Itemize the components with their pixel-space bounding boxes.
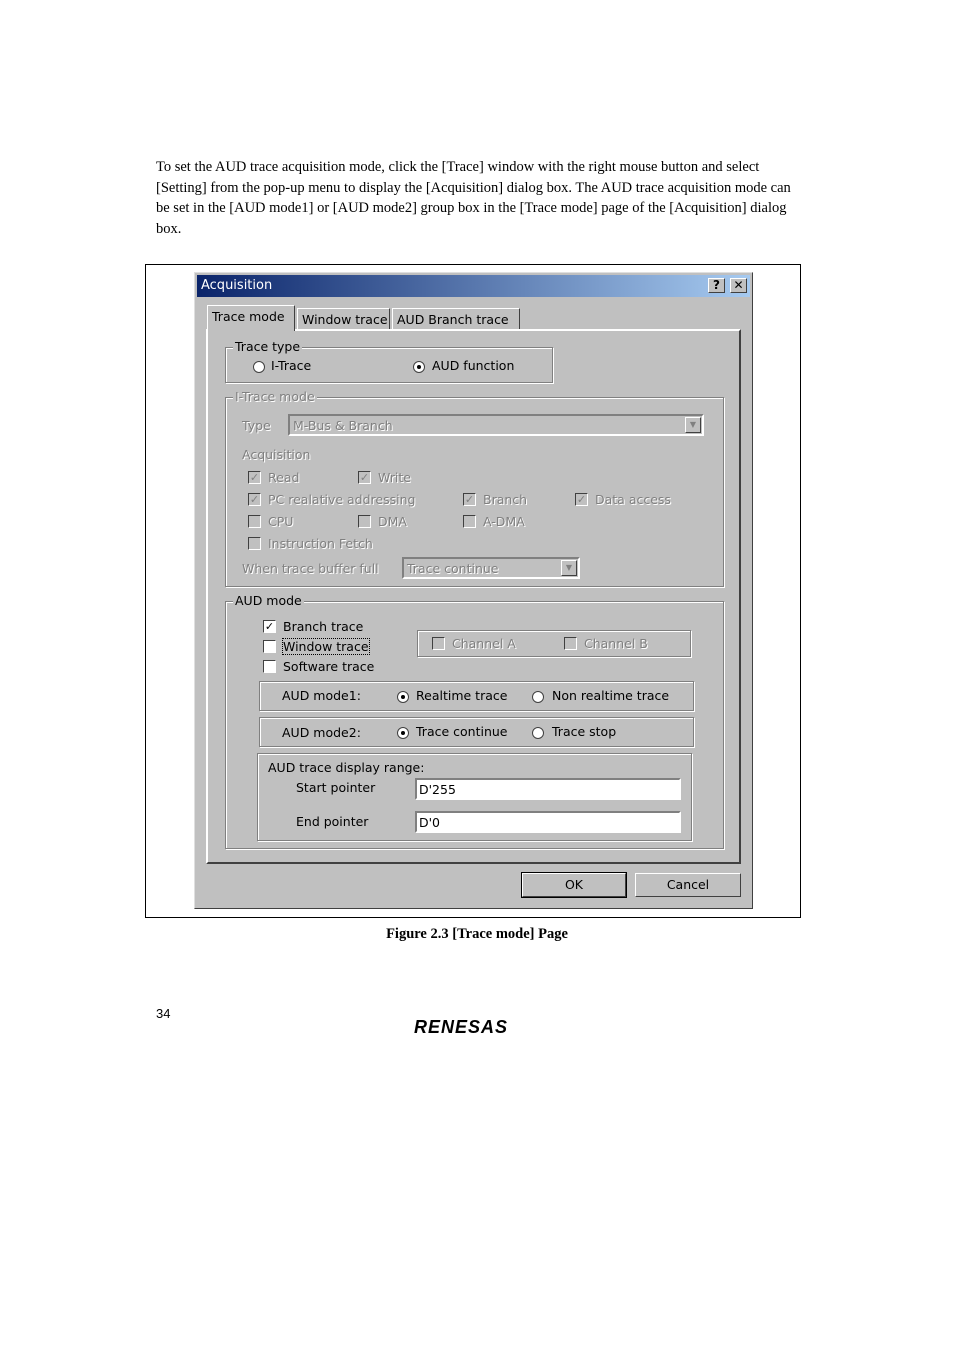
window-trace-label: Window trace xyxy=(283,639,369,654)
type-label: Type xyxy=(242,418,271,433)
branch-trace-checkbox[interactable]: ✓ xyxy=(264,620,275,633)
type-value: M-Bus & Branch xyxy=(293,418,393,433)
itrace-label: I-Trace xyxy=(271,358,312,373)
cpu-label: CPU xyxy=(268,514,294,529)
itrace-mode-group xyxy=(225,389,724,587)
tab-aud-branch-trace[interactable] xyxy=(392,308,520,330)
trace-stop-radio[interactable] xyxy=(532,727,544,739)
realtime-label: Realtime trace xyxy=(416,688,508,703)
when-full-select[interactable] xyxy=(402,557,580,579)
dialog-titlebar[interactable] xyxy=(197,275,750,297)
branch-label: Branch xyxy=(483,492,528,507)
aud-function-label: AUD function xyxy=(432,358,515,373)
itrace-radio[interactable] xyxy=(253,361,265,373)
acquisition-label: Acquisition xyxy=(242,447,311,462)
chevron-down-icon: ▼ xyxy=(685,417,701,433)
tab-label: Trace mode xyxy=(212,309,285,324)
cpu-checkbox[interactable] xyxy=(248,515,261,528)
help-button[interactable]: ? xyxy=(708,278,725,293)
aud-mode1-label: AUD mode1: xyxy=(282,688,361,703)
read-label: Read xyxy=(268,470,300,485)
end-pointer-field[interactable] xyxy=(415,811,681,833)
a-dma-checkbox[interactable] xyxy=(463,515,476,528)
data-access-checkbox[interactable]: ✓ xyxy=(576,493,587,506)
trace-type-group xyxy=(225,339,553,383)
trace-continue-label: Trace continue xyxy=(416,724,508,739)
end-pointer-label: End pointer xyxy=(296,814,369,829)
channel-a-checkbox[interactable] xyxy=(432,637,445,650)
trace-stop-label: Trace stop xyxy=(552,724,617,739)
aud-mode2-label: AUD mode2: xyxy=(282,725,361,740)
type-select[interactable] xyxy=(288,414,704,436)
non-realtime-label: Non realtime trace xyxy=(552,688,670,703)
software-trace-label: Software trace xyxy=(283,659,375,674)
close-button[interactable]: ✕ xyxy=(730,278,747,293)
aud-mode1-group xyxy=(259,681,694,711)
read-checkbox[interactable]: ✓ xyxy=(249,471,260,484)
dma-checkbox[interactable] xyxy=(358,515,371,528)
page-number: 34 xyxy=(156,1006,171,1021)
dma-label: DMA xyxy=(378,514,407,529)
when-full-value: Trace continue xyxy=(407,561,499,576)
window-trace-checkbox[interactable] xyxy=(263,640,276,653)
data-access-label: Data access xyxy=(595,492,671,507)
tab-trace-mode[interactable] xyxy=(207,305,295,331)
chevron-down-icon: ▼ xyxy=(561,560,577,576)
itrace-mode-label: I-Trace mode xyxy=(235,389,315,404)
display-range-group xyxy=(257,753,692,841)
branch-checkbox[interactable]: ✓ xyxy=(464,493,475,506)
when-full-label: When trace buffer full xyxy=(242,561,379,576)
channel-group xyxy=(417,630,691,657)
trace-type-label: Trace type xyxy=(235,339,301,354)
figure-caption: Figure 2.3 [Trace mode] Page xyxy=(386,926,568,942)
channel-b-label: Channel B xyxy=(584,636,648,651)
pc-relative-label: PC realative addressing xyxy=(268,492,416,507)
a-dma-label: A-DMA xyxy=(483,514,525,529)
acquisition-dialog xyxy=(194,272,753,909)
non-realtime-radio[interactable] xyxy=(532,691,544,703)
intro-text: To set the AUD trace acquisition mode, click the [Trace] window with the right mouse button and select [Setting] from the pop-up menu to display the [Acquisition] dialog box. The AUD trace acquisition mode can be set in the [AUD mode1] or [AUD mode2] group box in the [Trace mode] page of the [Acquisition] dialog box. xyxy=(156,159,791,237)
tab-panel xyxy=(206,329,741,864)
end-pointer-input[interactable] xyxy=(417,813,679,831)
cancel-button[interactable]: Cancel xyxy=(635,873,741,897)
tab-label: AUD Branch trace xyxy=(397,312,509,327)
aud-function-radio[interactable] xyxy=(413,361,425,373)
start-pointer-field[interactable] xyxy=(415,778,681,800)
instruction-fetch-label: Instruction Fetch xyxy=(268,536,373,551)
branch-trace-label: Branch trace xyxy=(283,619,364,634)
tab-window-trace[interactable] xyxy=(297,308,390,330)
dialog-title: Acquisition xyxy=(201,278,273,293)
channel-a-label: Channel A xyxy=(452,636,516,651)
intro-paragraph xyxy=(156,157,796,239)
software-trace-checkbox[interactable] xyxy=(263,660,276,673)
display-range-label: AUD trace display range: xyxy=(268,760,425,775)
aud-mode-label: AUD mode xyxy=(235,593,302,608)
renesas-logo: RENESAS xyxy=(414,1017,509,1037)
realtime-radio[interactable] xyxy=(397,691,409,703)
instruction-fetch-checkbox[interactable] xyxy=(248,537,261,550)
ok-button[interactable]: OK xyxy=(522,873,626,897)
channel-b-checkbox[interactable] xyxy=(564,637,577,650)
start-pointer-label: Start pointer xyxy=(296,780,376,795)
write-label: Write xyxy=(378,470,412,485)
tab-label: Window trace xyxy=(302,312,388,327)
start-pointer-input[interactable] xyxy=(417,780,679,798)
aud-mode-group xyxy=(225,593,724,849)
aud-mode2-group xyxy=(259,717,694,747)
write-checkbox[interactable]: ✓ xyxy=(359,471,370,484)
trace-continue-radio[interactable] xyxy=(397,727,409,739)
pc-relative-checkbox[interactable]: ✓ xyxy=(249,493,260,506)
